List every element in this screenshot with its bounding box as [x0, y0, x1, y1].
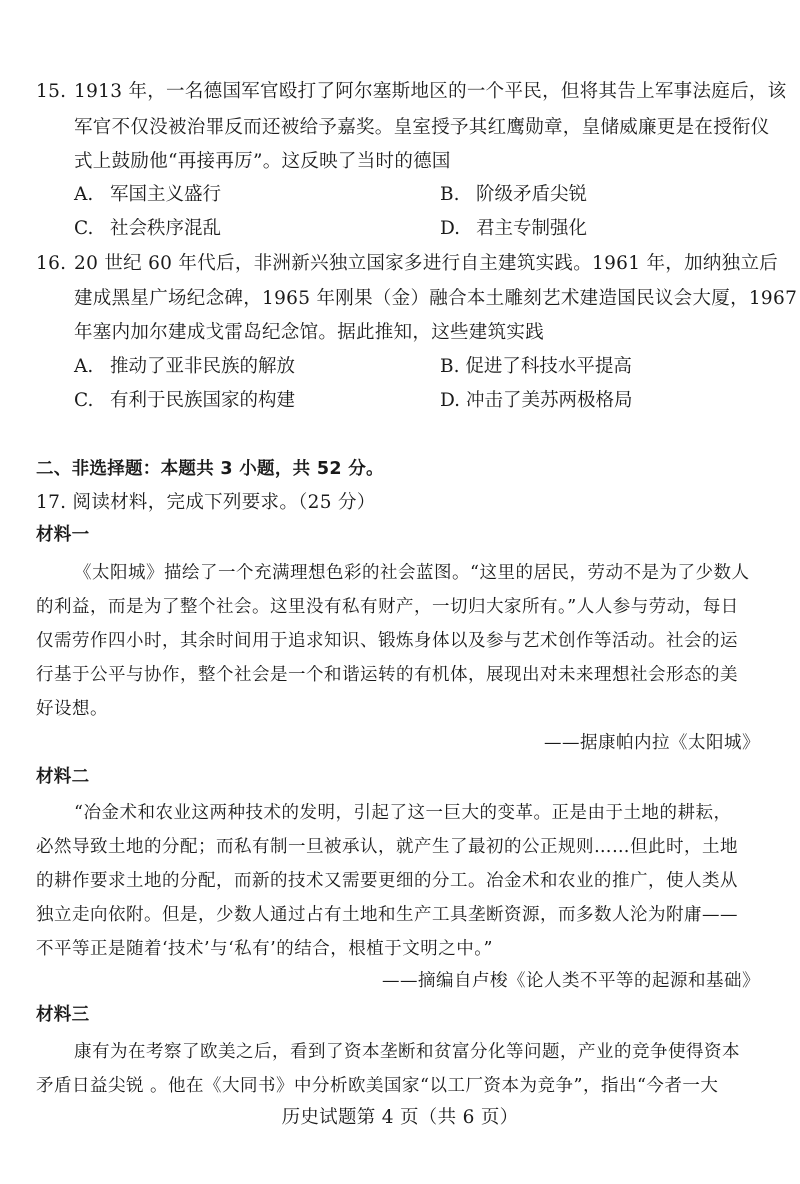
section-heading: 二、非选择题：本题共 3 小题，共 52 分。 [36, 459, 384, 479]
q15-line-3: 式上鼓励他“再接再厉”。这反映了当时的德国 [74, 151, 451, 172]
q16-option-d[interactable]: D. 冲击了美苏两极格局 [440, 390, 633, 411]
material2-label: 材料二 [36, 767, 90, 787]
q15-line-1: 15. 1913 年，一名德国军官殴打了阿尔塞斯地区的一个平民，但将其告上军事法庭后，该 [36, 79, 786, 105]
material2-line-4: 独立走向依附。但是，少数人通过占有土地和生产工具垄断资源，而多数人沦为附庸—— [36, 905, 738, 925]
material1-line-2: 的利益，而是为了整个社会。这里没有私有财产，一切归大家所有。”人人参与劳动，每日 [36, 597, 739, 617]
material2-line-3: 的耕作要求土地的分配，而新的技术又需要更细的分工。冶金术和农业的推广，使人类从 [36, 871, 738, 891]
material1-line-3: 仅需劳作四小时，其余时间用于追求知识、锻炼身体以及参与艺术创作等活动。社会的运 [36, 631, 738, 651]
q16-option-b[interactable]: B. 促进了科技水平提高 [440, 356, 632, 377]
material3-label: 材料三 [36, 1005, 90, 1025]
q16-number: 16. [36, 253, 67, 274]
material1-label: 材料一 [36, 525, 90, 545]
q16-line-2: 建成黑星广场纪念碑，1965 年刚果（金）融合本土雕刻艺术建造国民议会大厦，1967 [74, 288, 798, 309]
q16-line-1: 16. 20 世纪 60 年代后，非洲新兴独立国家多进行自主建筑实践。1961 年，加纳独立后 [36, 251, 778, 277]
q15-number: 15. [36, 81, 67, 102]
q15-option-b[interactable]: B. 阶级矛盾尖锐 [440, 184, 588, 205]
material3-line-2: 矛盾日益尖锐 。他在《大同书》中分析欧美国家“以工厂资本为竞争”，指出“今者一大 [36, 1076, 719, 1096]
page-footer: 历史试题第 4 页（共 6 页） [281, 1107, 519, 1128]
material2-line-5: 不平等正是随着‘技术’与‘私有’的结合，根植于文明之中。” [36, 939, 493, 959]
q15-line-2: 军官不仅没被治罪反而还被给予嘉奖。皇室授予其红鹰勋章，皇储威廉更是在授衔仪 [74, 117, 770, 138]
q16-option-a[interactable]: A. 推动了亚非民族的解放 [74, 356, 296, 377]
q15-option-c[interactable]: C. 社会秩序混乱 [74, 218, 222, 239]
material2-line-2: 必然导致土地的分配；而私有制一旦被承认，就产生了最初的公正规则……但此时，土地 [36, 837, 738, 857]
material1-line-5: 好设想。 [36, 699, 108, 719]
material3-line-1: 康有为在考察了欧美之后，看到了资本垄断和贫富分化等问题，产业的竞争使得资本 [74, 1042, 740, 1062]
material2-source: ——摘编自卢梭《论人类不平等的起源和基础》 [382, 971, 760, 991]
material1-line-1: 《太阳城》描绘了一个充满理想色彩的社会蓝图。“这里的居民，劳动不是为了少数人 [74, 563, 750, 583]
material1-source: ——据康帕内拉《太阳城》 [544, 733, 760, 753]
q16-line-3: 年塞内加尔建成戈雷岛纪念馆。据此推知，这些建筑实践 [74, 322, 545, 343]
q16-option-c[interactable]: C. 有利于民族国家的构建 [74, 390, 296, 411]
material2-line-1: “冶金术和农业这两种技术的发明，引起了这一巨大的变革。正是由于土地的耕耘， [74, 803, 732, 823]
q17-prompt: 17. 阅读材料，完成下列要求。（25 分） [36, 492, 376, 513]
material1-line-4: 行基于公平与协作，整个社会是一个和谐运转的有机体，展现出对未来理想社会形态的美 [36, 665, 738, 685]
q15-option-d[interactable]: D. 君主专制强化 [440, 218, 588, 239]
q15-option-a[interactable]: A. 军国主义盛行 [74, 184, 222, 205]
